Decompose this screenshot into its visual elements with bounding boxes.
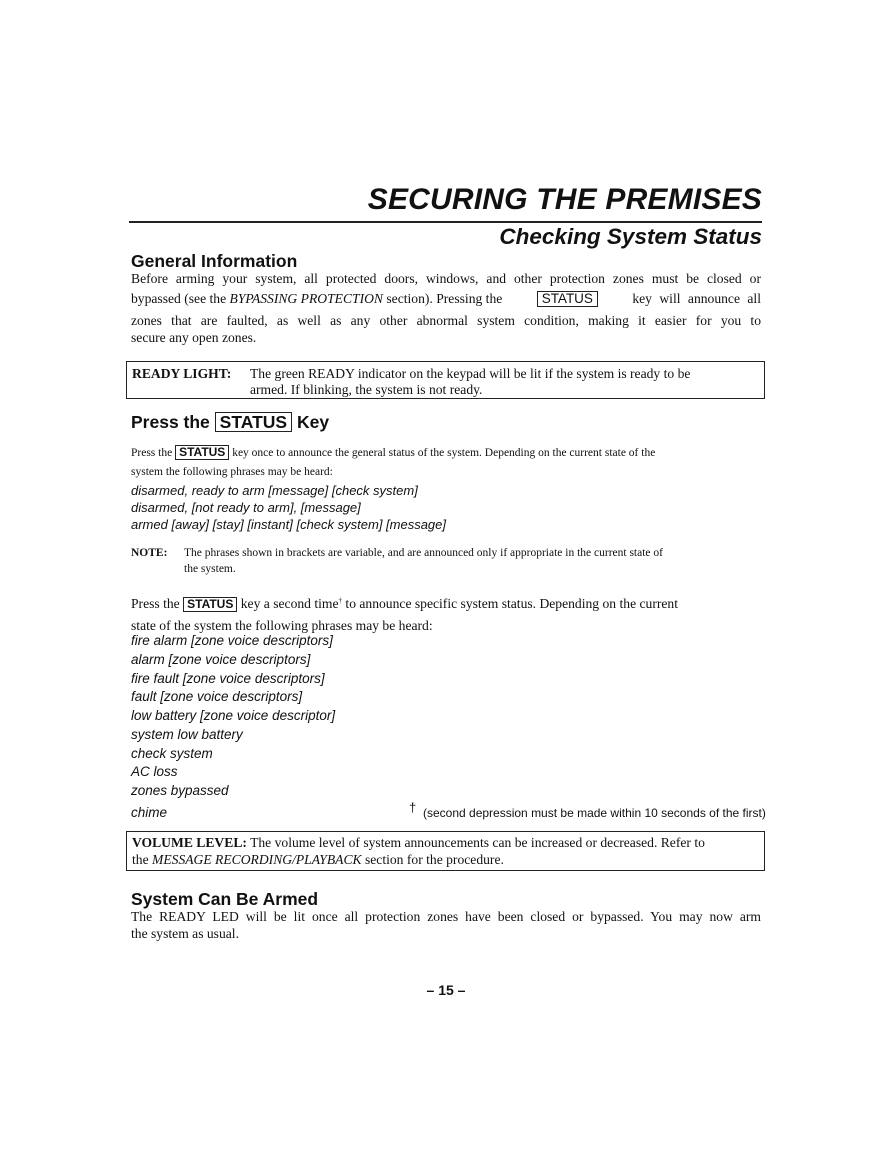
ready-light-line-2: armed. If blinking, the system is not ready. [250, 382, 483, 397]
press-status-para-2-line-2: state of the system the following phrases may be heard: [131, 618, 433, 633]
footnote-mark: † [409, 800, 417, 815]
footnote-text: (second depression must be made within 10 seconds of the first) [423, 806, 766, 820]
phrase-item: disarmed, ready to arm [message] [check system] [131, 483, 418, 498]
note-line-2: the system. [184, 563, 236, 575]
phrase-item: chime [131, 805, 168, 820]
general-line-2-text: bypassed (see the BYPASSING PROTECTION section). Pressing the [131, 291, 503, 306]
armed-heading: System Can Be Armed [131, 889, 319, 909]
volume-level-box [126, 831, 765, 871]
phrase-item: disarmed, [not ready to arm], [message] [131, 500, 361, 515]
phrase-item: system low battery [131, 727, 243, 742]
general-line-1: Before arming your system, all protected doors, windows, and other protection zones must be closed or [131, 271, 761, 286]
ready-light-label: READY LIGHT: [132, 366, 232, 381]
dagger-mark: † [338, 596, 343, 605]
general-line-3: zones that are faulted, as well as any other abnormal system condition, making it easier for you to [131, 313, 761, 328]
ready-light-box [126, 361, 765, 399]
press-status-para-2-line-1: Press the STATUS key a second time† to announce specific system status. Depending on the current [131, 596, 678, 611]
general-line-2 [131, 291, 761, 307]
volume-level-line-2: the MESSAGE RECORDING/PLAYBACK section for the procedure. [132, 852, 504, 867]
volume-level-line-1: VOLUME LEVEL: The volume level of system announcements can be increased or decreased. Refer to [132, 835, 705, 850]
note-label: NOTE: [131, 547, 168, 559]
phrase-item: armed [away] [stay] [instant] [check system] [message] [131, 517, 447, 532]
press-status-para-1-line-1: Press the STATUS key once to announce the general status of the system. Depending on the current state of the [131, 445, 656, 459]
armed-line-1: The READY LED will be lit once all protection zones have been closed or bypassed. You may now arm [131, 909, 761, 924]
general-line-4: secure any open zones. [131, 330, 257, 345]
phrase-item: fire alarm [zone voice descriptors] [131, 633, 333, 648]
page-subtitle: Checking System Status [499, 224, 762, 249]
phrase-item: check system [131, 746, 213, 761]
armed-line-2: the system as usual. [131, 926, 239, 941]
press-status-heading: Press the STATUS Key [131, 412, 330, 432]
status-key-icon: STATUS [215, 412, 292, 432]
phrase-item: alarm [zone voice descriptors] [131, 652, 311, 667]
title-rule [129, 221, 762, 223]
ready-light-line-1: The green READY indicator on the keypad will be lit if the system is ready to be [250, 366, 691, 381]
general-line-2-tail: key will announce all [632, 291, 761, 306]
phrase-item: low battery [zone voice descriptor] [131, 708, 336, 723]
status-key-icon: STATUS [183, 597, 237, 612]
phrase-item: AC loss [131, 764, 178, 779]
note-line-1: The phrases shown in brackets are variable, and are announced only if appropriate in the current state of [184, 547, 663, 559]
page-title: SECURING THE PREMISES [367, 183, 762, 216]
press-status-para-1-line-2: system the following phrases may be heard: [131, 466, 333, 478]
status-key-icon: STATUS [537, 291, 598, 307]
general-heading: General Information [131, 251, 298, 271]
phrase-item: fault [zone voice descriptors] [131, 689, 303, 704]
status-key-icon: STATUS [175, 445, 229, 460]
phrase-item: fire fault [zone voice descriptors] [131, 671, 325, 686]
phrase-item: zones bypassed [131, 783, 229, 798]
page-number: – 15 – [426, 982, 466, 998]
